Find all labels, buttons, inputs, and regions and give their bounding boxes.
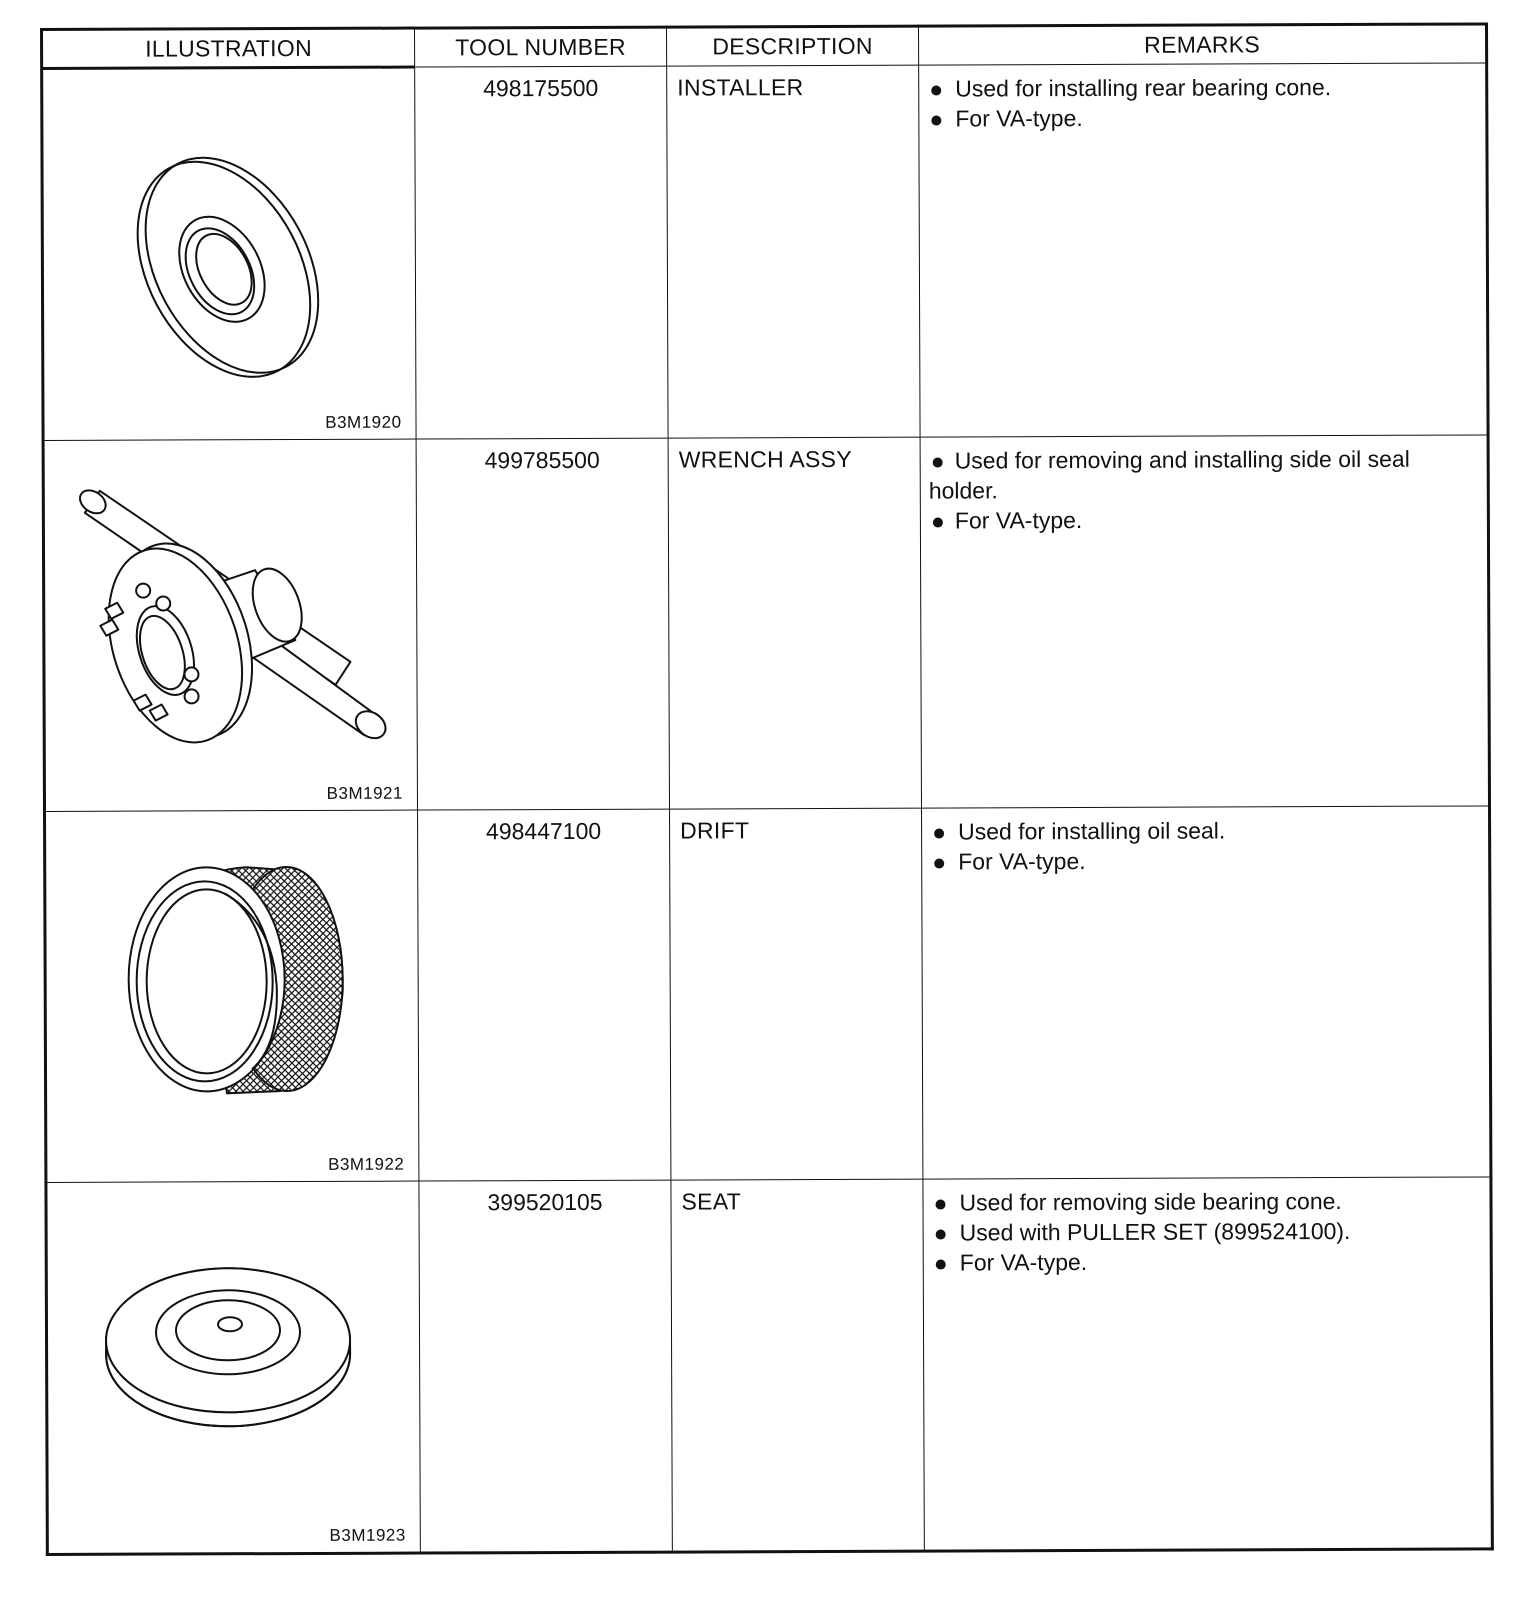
tool-number: 499785500 bbox=[416, 438, 669, 810]
remark-item: Used for removing side bearing cone. bbox=[931, 1185, 1481, 1217]
installer-disc-icon bbox=[43, 69, 414, 440]
tool-description: WRENCH ASSY bbox=[668, 437, 921, 809]
remarks-list bbox=[927, 71, 1477, 133]
drift-knurled-ring-icon bbox=[46, 811, 417, 1182]
remark-item: Used with PULLER SET (899524100). bbox=[932, 1215, 1482, 1247]
header-tool-number: TOOL NUMBER bbox=[415, 27, 667, 67]
figure-code: B3M1923 bbox=[329, 1525, 406, 1545]
remarks-list bbox=[931, 1185, 1481, 1277]
tool-number: 498447100 bbox=[418, 809, 671, 1181]
table-row bbox=[46, 1177, 1492, 1555]
illustration-cell bbox=[45, 810, 419, 1182]
remarks-cell bbox=[919, 63, 1488, 437]
illustration-cell bbox=[46, 1181, 420, 1554]
remark-item: For VA-type. bbox=[929, 503, 1479, 535]
remark-item: Used for installing oil seal. bbox=[930, 814, 1480, 846]
remark-item: Used for installing rear bearing cone. bbox=[927, 71, 1477, 103]
remarks-list bbox=[929, 443, 1479, 535]
remarks-cell bbox=[922, 806, 1491, 1179]
illustration-cell bbox=[42, 67, 416, 440]
seat-plate-icon bbox=[47, 1182, 418, 1553]
tool-description: INSTALLER bbox=[667, 65, 920, 438]
figure-code: B3M1921 bbox=[326, 783, 403, 803]
table-row bbox=[42, 63, 1488, 441]
remark-item: For VA-type. bbox=[930, 844, 1480, 876]
remark-item: For VA-type. bbox=[932, 1245, 1482, 1277]
remarks-cell bbox=[923, 1177, 1492, 1551]
header-remarks: REMARKS bbox=[918, 24, 1486, 65]
tool-number: 399520105 bbox=[419, 1180, 672, 1553]
table-row bbox=[45, 806, 1491, 1183]
tool-description: SEAT bbox=[671, 1179, 924, 1552]
remark-item: For VA-type. bbox=[927, 101, 1477, 133]
header-illustration: ILLUSTRATION bbox=[42, 28, 415, 68]
table-row bbox=[43, 435, 1489, 812]
wrench-assy-icon bbox=[45, 440, 416, 811]
header-description: DESCRIPTION bbox=[667, 26, 919, 66]
table-header-row bbox=[42, 24, 1487, 69]
tool-description: DRIFT bbox=[670, 808, 923, 1180]
figure-code: B3M1920 bbox=[325, 412, 402, 432]
illustration-cell bbox=[43, 439, 417, 811]
figure-code: B3M1922 bbox=[328, 1154, 405, 1174]
remarks-list bbox=[930, 814, 1480, 876]
tool-number: 498175500 bbox=[415, 66, 668, 439]
remark-item: Used for removing and installing side oil seal holder. bbox=[929, 443, 1479, 505]
special-tools-table bbox=[40, 22, 1494, 1556]
remarks-cell bbox=[920, 435, 1489, 808]
